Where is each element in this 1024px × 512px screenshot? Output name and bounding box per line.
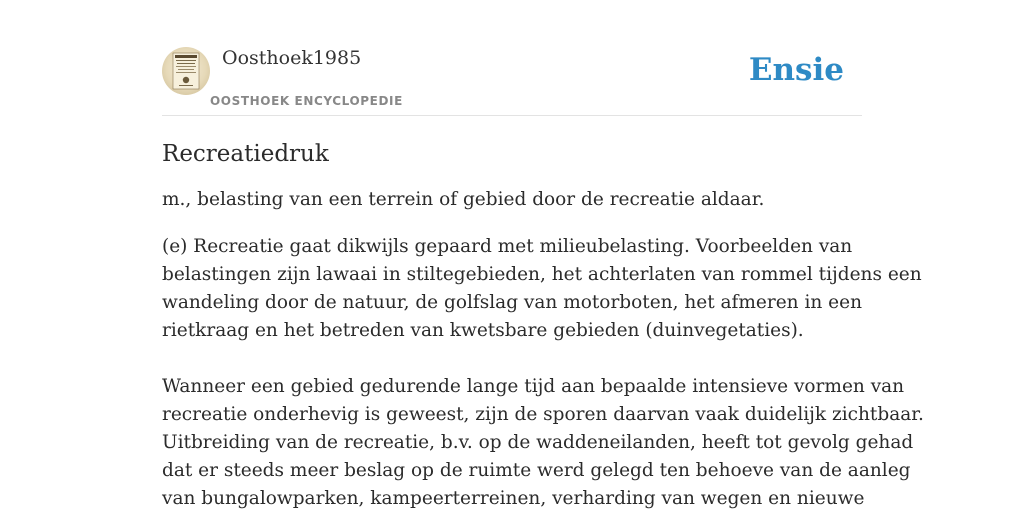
article-paragraph bbox=[162, 233, 922, 345]
paragraph-line: van bungalowparken, kampeerterreinen, verharding van wegen en nieuwe bbox=[162, 488, 865, 509]
author-username[interactable]: Oosthoek1985 bbox=[222, 47, 362, 69]
article-paragraph bbox=[162, 373, 924, 512]
paragraph-line: recreatie onderhevig is geweest, zijn de sporen daarvan vaak duidelijk zichtbaar. bbox=[162, 404, 924, 425]
paragraph-line: dat er steeds meer beslag op de ruimte werd gelegd ten behoeve van de aanleg bbox=[162, 460, 911, 481]
paragraph-line: belastingen zijn lawaai in stiltegebieden, het achterlaten van rommel tijdens een bbox=[162, 264, 922, 285]
article-content bbox=[162, 138, 924, 512]
paragraph-line: (e) Recreatie gaat dikwijls gepaard met milieubelasting. Voorbeelden van bbox=[162, 236, 853, 257]
encyclopedia-title-page-icon bbox=[162, 47, 210, 95]
brand-logo[interactable]: Ensie bbox=[748, 52, 844, 88]
paragraph-line: Wanneer een gebied gedurende lange tijd aan bepaalde intensieve vormen van bbox=[162, 376, 905, 397]
author-avatar[interactable] bbox=[162, 47, 210, 95]
source-label[interactable]: OOSTHOEK ENCYCLOPEDIE bbox=[210, 94, 403, 108]
article-definition: m., belasting van een terrein of gebied door de recreatie aldaar. bbox=[162, 189, 765, 210]
paragraph-line: rietkraag en het betreden van kwetsbare gebieden (duinvegetaties). bbox=[162, 320, 804, 341]
article-header bbox=[162, 45, 862, 116]
paragraph-line: wandeling door de natuur, de golfslag van motorboten, het afmeren in een bbox=[162, 292, 862, 313]
paragraph-line: Uitbreiding van de recreatie, b.v. op de waddeneilanden, heeft tot gevolg gehad bbox=[162, 432, 914, 453]
article-title: Recreatiedruk bbox=[162, 141, 329, 167]
